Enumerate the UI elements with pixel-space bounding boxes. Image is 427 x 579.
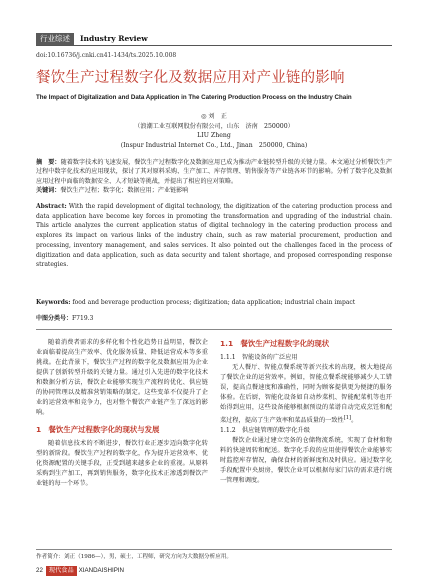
section-header — [36, 33, 392, 45]
affiliation-en: (Inspur Industrial Internet Co., Ltd., Jinan 250000, China) — [120, 141, 308, 149]
keywords-zh-label: 关键词： — [36, 187, 61, 194]
header-rule — [36, 45, 392, 46]
keywords-en-text: food and beverage production process; digitization; data application; industrial chain impact — [72, 299, 356, 306]
page-number: 22 — [36, 567, 43, 574]
abstract-zh — [36, 158, 392, 186]
section-tag: 行业综述 — [36, 33, 74, 45]
section-1-1-1-heading: 1.1.1 智能设备的广泛应用 — [220, 354, 298, 361]
author-zh: ◎ 刘 正 — [201, 113, 227, 120]
section-1-1-2-heading: 1.1.2 供应链管理的数字化升级 — [220, 427, 310, 435]
citation-ref: [1] — [343, 415, 352, 421]
title-en: The Impact of Digitalization and Data Application in The Catering Production Process on the Industry Chain — [36, 94, 352, 101]
keywords-en — [36, 298, 392, 307]
abstract-en — [36, 202, 392, 270]
keywords-en-label: Keywords: — [36, 299, 71, 306]
doi: doi:10.16736/j.cnki.cn41-1434/ts.2025.10.008 — [36, 52, 177, 59]
magazine-pinyin: XIANDAISHIPIN — [78, 567, 125, 574]
section-tag-en: Industry Review — [76, 33, 152, 45]
intro-paragraph: 随着消费者需求的多样化和个性化趋势日益明显，餐饮企业面临着提高生产效率、优化服务质量、降低运营成本等多重挑战。在此背景下，餐饮生产过程的数字化及数据应用为企业提供了创新转型升级的关键力量。通过引入先进的数字化技术和数据分析方法，餐饮企业能够实现生产流程的优化、供应链的协同管理以及精准营销策略的制定。这些变革不仅提升了企业的运营效率和竞争力，也对整个餐饮产业链产生了深远的影响。 — [36, 339, 208, 416]
section-1-heading: 1 餐饮生产过程数字化的现状与发展 — [36, 425, 160, 434]
section-1-paragraph: 随着信息技术的不断进步，餐饮行业正逐步迈向数字化转型的新阶段。餐饮生产过程的数字化，作为提升运营效率、优化资源配置的关键手段，正受到越来越多企业的重视。从原料采购到生产加工，再到销售服务，数字化技术正渗透到餐饮产业链的每一个环节。 — [36, 440, 208, 487]
left-column — [36, 338, 208, 489]
abstract-en-label: Abstract: — [36, 203, 67, 210]
section-1-1-2-paragraph: 餐饮企业通过建立完备的仓储物流系统，实现了食材和物料的快速周转和配送。数字化手段的应用使得餐饮企业能够实时监控库存情况，确保食材的新鲜度和及时供应。通过数字化手段配置中央厨房，餐饮企业可以根据每家门店的需求进行统一管理和调度。 — [220, 437, 392, 485]
keywords-zh-text: 餐饮生产过程；数字化；数据应用；产业链影响 — [60, 187, 189, 194]
page-footer — [36, 566, 124, 576]
keywords-zh — [36, 186, 392, 195]
section-1-1-1-text: 无人餐厅、智能点餐系统等新兴技术的出现，极大地提高了餐饮企业的运营效率。例如，智能点餐系统能够减少人工错误，提高点餐速度和准确性，同时为顾客提供更为便捷的服务体验。在后厨，智能化设备如自动炒菜机、智能配菜机等也开始得到应用，这些设备能够根据预设的菜谱自动完成烹饪和配菜过程，提高了生产效率和菜品质量的一致性 — [220, 364, 392, 425]
author-en: LIU Zheng — [197, 132, 231, 139]
author-block — [36, 112, 392, 150]
footnote-rule — [36, 549, 392, 550]
classification-value: F719.3 — [72, 315, 94, 322]
right-column — [220, 338, 392, 486]
section-1-1-1-paragraph: 无人餐厅、智能点餐系统等新兴技术的出现，极大地提高了餐饮企业的运营效率。例如，智能点餐系统能够减少人工错误，提高点餐速度和准确性，同时为顾客提供更为便捷的服务体验。在后厨，智能化设备如自动炒菜机、智能配菜机等也开始得到应用，这些设备能够根据预设的菜谱自动完成烹饪和配菜过程，提高了生产效率和菜品质量的一致性[1]。 — [220, 364, 392, 425]
classification — [36, 314, 392, 323]
classification-label: 中图分类号： — [36, 315, 73, 322]
abstract-zh-label: 摘 要： — [36, 159, 61, 166]
title-zh: 餐饮生产过程数字化及数据应用对产业链的影响 — [36, 70, 345, 86]
abstract-en-text: With the rapid development of digital technology, the digitization of the catering production process and data application have become key forces in promoting the transformation and upgrading of the industrial chain. This article analyzes the current application status of digital technology in the catering production process and explores its impact on various links of the industry chain, such as raw material procurement, production and processing, inventory management, and sales services. It also pointed out the challenges faced in the process of digitization and data application, such as data security and talent shortage, and proposed corresponding response strategies. — [36, 203, 392, 269]
magazine-name: 现代食品 — [46, 566, 77, 576]
abstract-divider — [36, 329, 392, 330]
abstract-zh-text: 随着数字技术的飞速发展，餐饮生产过程数字化及数据应用已成为推动产业链转型升级的关键力量。本文通过分析餐饮生产过程中数字化技术的应用现状，探讨了其对原料采购、生产加工、库存管理、销售服务等产业链各环节的影响。分析了数字化及数据应用过程中面临的数据安全、人才短缺等挑战，并提出了相应的应对策略。 — [36, 159, 393, 185]
author-note: 作者简介：刘正（1986—），男，硕士，工程师，研究方向为大数据分析应用。 — [36, 554, 233, 560]
affiliation-zh: （浪潮工业互联网股份有限公司，山东 济南 250000） — [134, 122, 294, 130]
section-1-1-heading: 1.1 餐饮生产过程数字化的现状 — [220, 339, 330, 348]
